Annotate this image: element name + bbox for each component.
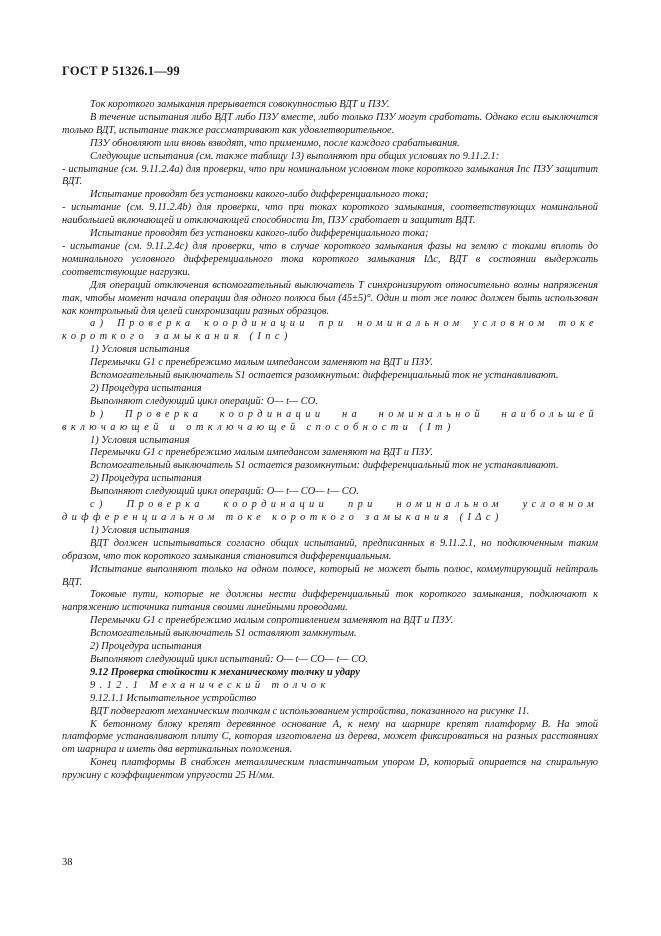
- paragraph: Выполняют следующий цикл операций: О— t— СО.: [90, 395, 318, 407]
- paragraph: Выполняют следующий цикл испытаний: О— t— СО— t— СО.: [90, 653, 369, 665]
- paragraph: 1) Условия испытания: [90, 344, 190, 356]
- paragraph: 9.12.1.1 Испытательное устройство: [90, 692, 257, 704]
- paragraph: Вспомогательный выключатель S1 оставляют замкнутым.: [90, 628, 357, 640]
- paragraph: Перемычки G1 с пренебрежимо малым импедансом заменяют на ВДТ и ПЗУ.: [90, 447, 433, 459]
- paragraph: Следующие испытания (см. также таблицу 13) выполняют при общих условиях по 9.11.2.1:: [90, 150, 500, 162]
- paragraph: ВДТ подвергают механическим толчкам с использованием устройства, показанного на рисунке 11.: [90, 705, 530, 717]
- paragraph: 1) Условия испытания: [90, 434, 190, 446]
- paragraph: Испытание проводят без установки какого-либо дифференциального тока;: [90, 189, 429, 201]
- paragraph: Вспомогательный выключатель S1 остается разомкнутым: дифференциальный ток не устанавливают.: [90, 460, 559, 472]
- paragraph: Токовые пути, которые не должны нести дифференциальный ток короткого замыкания, подключают к напряжению источника питания своими линейными проводами.: [62, 589, 598, 614]
- paragraph: Испытание выполняют только на одном полюсе, который не может быть полюс, коммутирующий нейтраль ВДТ.: [62, 563, 598, 588]
- subsection-heading-c: с) Проверка координации при номинальном условном дифференциальном токе короткого замыкания (IΔс): [62, 499, 598, 523]
- subsection-heading: 9.12.1 Механический толчок: [90, 679, 330, 691]
- paragraph: Перемычки G1 с пренебрежимо малым импедансом заменяют на ВДТ и ПЗУ.: [90, 357, 433, 369]
- paragraph: Конец платформы В снабжен металлическим пластинчатым упором D, который опирается на спиральную пружину с коэффициентом упругости 25 Н/мм.: [62, 757, 598, 782]
- document-header: ГОСТ Р 51326.1—99: [62, 64, 180, 78]
- paragraph: 2) Процедура испытания: [90, 473, 202, 485]
- paragraph: Ток короткого замыкания прерывается совокупностью ВДТ и ПЗУ.: [90, 99, 390, 110]
- paragraph: Для операций отключения вспомогательный выключатель Т синхронизируют относительно волны напряжения так, чтобы момент начала операции для одного полюса был (45±5)°. Один и тот же полюс должен быть использован как контрольный для целей синхронизации разных образцов.: [62, 279, 598, 317]
- paragraph: 2) Процедура испытания: [90, 382, 202, 394]
- paragraph: Вспомогательный выключатель S1 остается разомкнутым: дифференциальный ток не устанавливают.: [90, 370, 559, 382]
- paragraph: В течение испытания либо ВДТ либо ПЗУ вместе, либо только ПЗУ могут сработать. Однако если выключится только ВДТ, испытание также рассматривают как удовлетворительное.: [62, 111, 598, 136]
- paragraph: 1) Условия испытания: [90, 524, 190, 536]
- paragraph: 2) Процедура испытания: [90, 641, 202, 653]
- paragraph: - испытание (см. 9.11.2.4с) для проверки, что в случае короткого замыкания фазы на землю с токами вплоть до номинального условного дифференциального тока короткого замыкания IΔс, ВДТ в состоянии выдержать соответствующие нагрузки.: [62, 240, 598, 278]
- paragraph: Перемычки G1 с пренебрежимо малым сопротивлением заменяют на ВДТ и ПЗУ.: [90, 615, 454, 627]
- document-body: [62, 99, 598, 783]
- paragraph: К бетонному блоку крепят деревянное основание А, к нему на шарнире крепят платформу В. На этой платформе устанавливают плиту С, которая изготовлена из дерева, может фиксироваться на разных расстояниях от шарнира и иметь два вертикальных положения.: [62, 718, 598, 756]
- paragraph: Испытание проводят без установки какого-либо дифференциального тока;: [90, 228, 429, 240]
- paragraph: Выполняют следующий цикл операций: О— t— СО— t— СО.: [90, 486, 359, 498]
- subsection-heading-b: b) Проверка координации на номинальной наибольшей включающей и отключающей способности (Im): [62, 408, 598, 433]
- paragraph: - испытание (см. 9.11.2.4а) для проверки, что при номинальном условном токе короткого замыкания Iпс ПЗУ защитит ВДТ.: [62, 163, 598, 188]
- page-number: 38: [62, 857, 73, 868]
- section-heading: 9.12 Проверка стойкости к механическому толчку и удару: [90, 666, 360, 678]
- paragraph: ПЗУ обновляют или вновь взводят, что применимо, после каждого срабатывания.: [90, 137, 460, 149]
- subsection-heading-a: а) Проверка координации при номинальном условном токе короткого замыкания (Iпс): [62, 318, 598, 343]
- paragraph: ВДТ должен испытываться согласно общих испытаний, предписанных в 9.11.2.1, но подключенным таким образом, что ток короткого замыкания становится дифференциальным.: [62, 537, 598, 562]
- paragraph: - испытание (см. 9.11.2.4b) для проверки, что при токах короткого замыкания, соответствующих номинальной наибольшей включающей и отключающей способности Im, ПЗУ сработает и защитит ВДТ.: [62, 202, 598, 227]
